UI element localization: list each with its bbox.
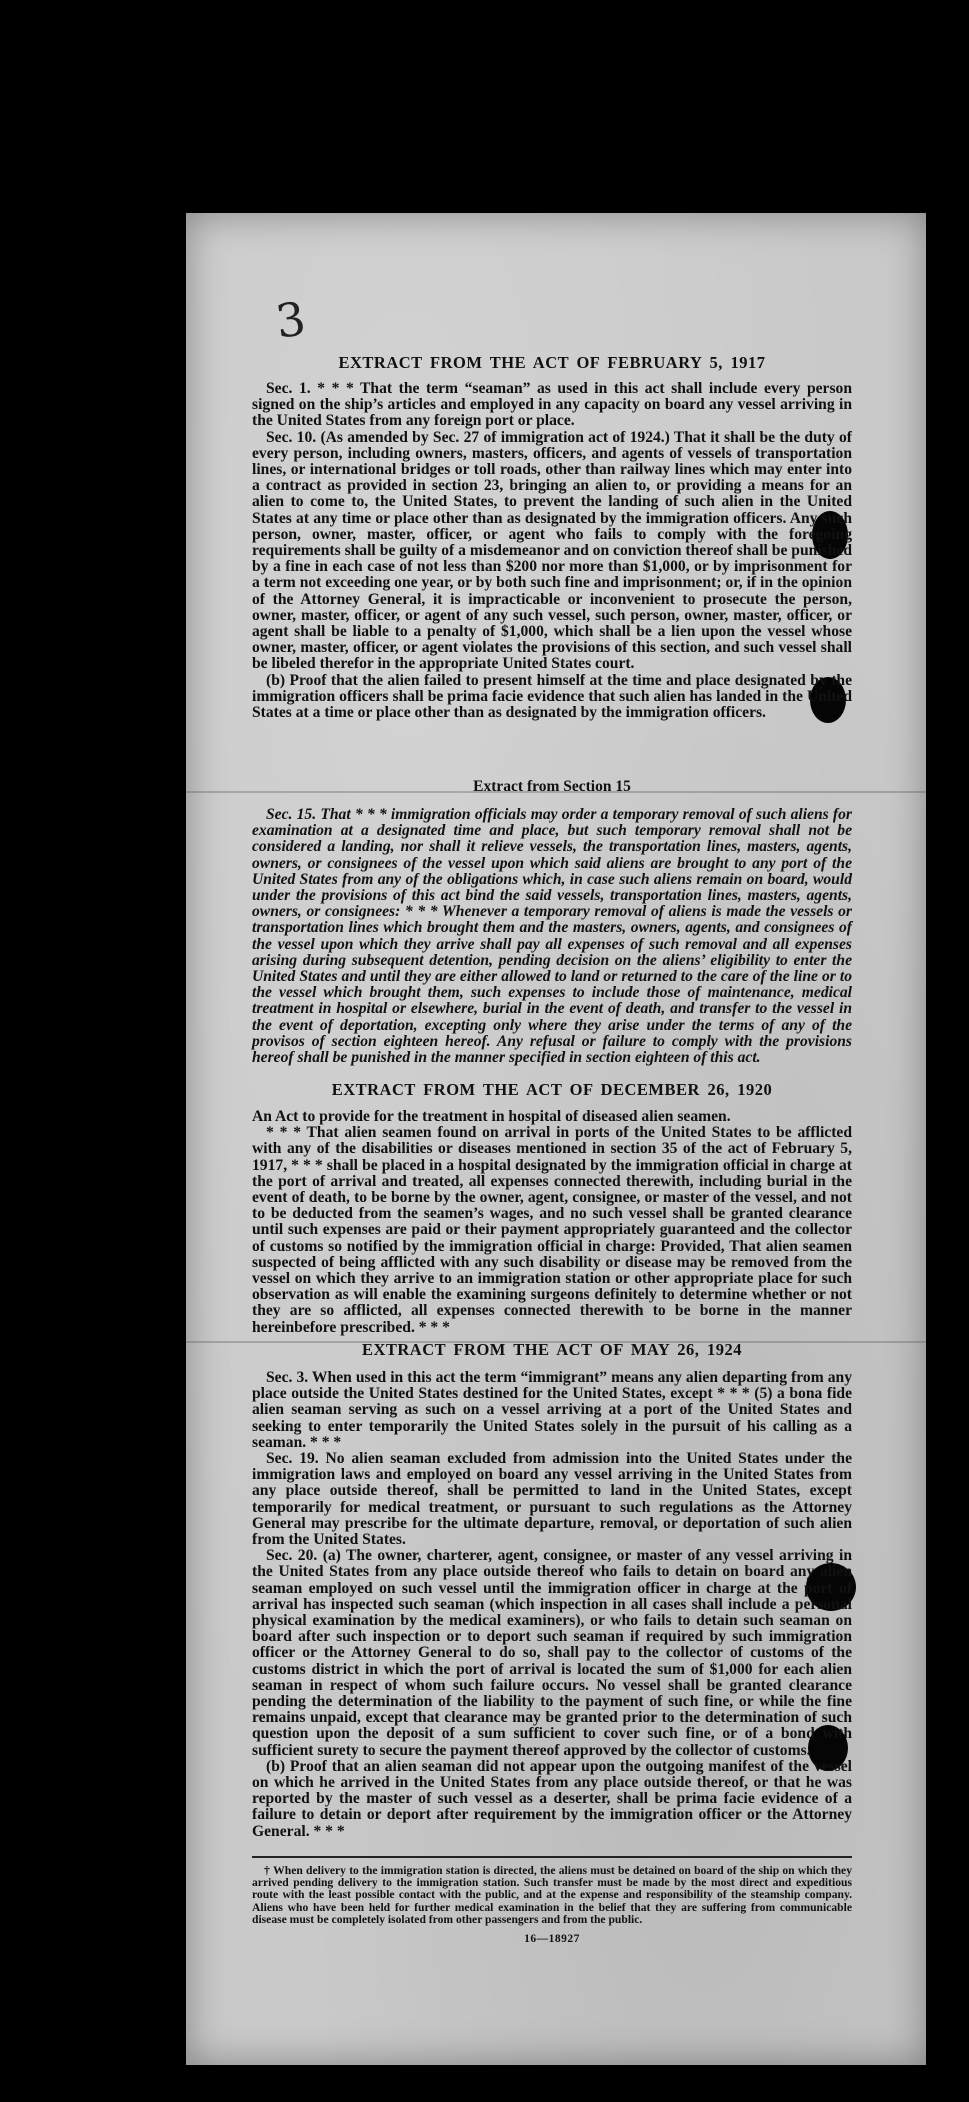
section-20a: Sec. 20. (a) The owner, charterer, agent, consignee, or master of any vessel arriving in the United States from any place outside thereof who fails to detain on board any alien seaman employed on such vessel until the immigration officer in charge at the port of arrival has inspected such seaman (which inspection in all cases shall include a personal physical examination by the medical examiners), or who fails to detain such seaman on board after such inspection or to deport such seaman if required by such immigration officer or the Attorney General to do so, shall pay to the collector of customs of the customs district in which the port of arrival is located the sum of $1,000 for each alien seaman in respect of whom such failure occurs. No vessel shall be granted clearance pending the determination of the liability to the payment of such fine, or while the fine remains unpaid, except that clearance may be granted prior to the determination of such question upon the deposit of a sum sufficient to cover such fine, or of a bond with sufficient surety to secure the payment thereof approved by the collector of customs. <box>252 1547 852 1759</box>
footnote-divider <box>252 1856 852 1858</box>
section-19: Sec. 19. No alien seaman excluded from admission into the United States under the immigration laws and employed on board any vessel arriving in the United States from any place outside thereof, shall be permitted to land in the United States, except temporarily for medical treatment, or pursuant to such regulations as the Attorney General may prescribe for the ultimate departure, removal, or deportation of such alien from the United States. <box>252 1450 852 1549</box>
document-sheet <box>186 213 926 2065</box>
heading-act-1924: EXTRACT FROM THE ACT OF MAY 26, 1924 <box>361 1340 743 1359</box>
print-code: 16—18927 <box>524 1933 580 1945</box>
section-10b: (b) Proof that the alien failed to present himself at the time and place designated by the immigration officers shall be prima facie evidence that such alien has landed in the United States at a time or place other than as designated by the immigration officers. <box>252 671 852 722</box>
section-10: Sec. 10. (As amended by Sec. 27 of immigration act of 1924.) That it shall be the duty of every person, including owners, masters, officers, and agents of vessels of transportation lines, or international bridges or toll roads, other than railway lines which may enter into a contract as provided in section 23, bringing an alien to, or providing a means for an alien to come to, the United States, to prevent the landing of such alien in the United States at any time or place other than as designated by the immigration officers. Any such person, owner, master, officer, or agent who fails to comply with the foregoing requirements shall be guilty of a misdemeanor and on conviction thereof shall be punished by a fine in each case of not less than $200 nor more than $1,000, or by imprisonment for a term not exceeding one year, or by both such fine and imprisonment; or, if in the opinion of the Attorney General, it is impracticable or inconvenient to prosecute the person, owner, master, officer, or agent of any such vessel, such person, owner, master, officer, or agent shall be liable to a penalty of $1,000, which shall be a lien upon the vessel whose owner, master, officer, or agent violates the provisions of this section, and such vessel shall be libeled therefor in the appropriate United States court. <box>252 428 852 673</box>
section-15: Sec. 15. That * * * immigration officials may order a temporary removal of such aliens for examination at a designated time and place, but such temporary removal shall not be considered a landing, nor shall it relieve vessels, the transportation lines, masters, agents, owners, or consignees of the vessel upon which said aliens are brought to any port of the United States from any of the obligations which, in case such aliens remain on board, would under the provisions of this act bind the said vessels, transportation lines, masters, agents, owners, or consignees: * * * Whenever a temporary removal of aliens is made the vessels or transportation lines which brought them and the masters, owners, agents, and consignees of the vessel upon which they arrive shall pay all expenses of such removal and all expenses arising during subsequent detention, pending decision on the aliens’ eligibility to enter the United States and until they are either allowed to land or returned to the care of the line or to the vessel which brought them, such expenses to include those of maintenance, medical treatment in hospital or elsewhere, burial in the event of death, and transfer to the vessel in the event of deportation, excepting only where they arise under the terms of any of the provisos of section eighteen hereof. Any refusal or failure to comply with the provisions hereof shall be punished in the manner specified in section eighteen of this act. <box>252 806 852 1067</box>
heading-act-1920: EXTRACT FROM THE ACT OF DECEMBER 26, 1920 <box>331 1080 773 1099</box>
act-1920-title: An Act to provide for the treatment in hospital of diseased alien seamen. <box>252 1108 731 1125</box>
heading-section-15: Extract from Section 15 <box>473 778 631 795</box>
footnote: † When delivery to the immigration station is directed, the aliens must be detained on board of the ship on which they arrived pending delivery to the immigration station. Such transfer must be made by the most direct and expeditious route with the least possible contact with the public, and at the expense and responsibility of the steamship company. Aliens who have been held for further medical examination in the belief that they are suffering from communicable disease must be completely isolated from other passengers and from the public. <box>252 1864 852 1926</box>
heading-act-1917: EXTRACT FROM THE ACT OF FEBRUARY 5, 1917 <box>338 353 766 372</box>
section-3: Sec. 3. When used in this act the term “immigrant” means any alien departing from any place outside the United States destined for the United States, except * * * (5) a bona fide alien seaman serving as such on a vessel arriving at a port of the United States and seeking to enter temporarily the United States solely in the pursuit of his calling as a seaman. * * * <box>252 1369 852 1451</box>
section-1: Sec. 1. * * * That the term “seaman” as used in this act shall include every person signed on the ship’s articles and employed in any capacity on board any vessel arriving in the United States from any foreign port or place. <box>252 380 852 430</box>
act-1920-body: * * * That alien seamen found on arrival in ports of the United States to be afflicted with any of the disabilities or diseases mentioned in section 35 of the act of February 5, 1917, * * * shall be placed in a hospital designated by the immigration official in charge at the port of arrival and treated, all expenses connected therewith, including burial in the event of death, to be borne by the owner, agent, consignee, or master of the vessel, and not to be deducted from the seamen’s wages, and no such vessel shall be granted clearance until such expenses are paid or their payment appropriately guaranteed and the collector of customs so notified by the immigration official in charge: Provided, That alien seamen suspected of being afflicted with any such disability or disease may be removed from the vessel on which they arrive to an immigration station or other appropriate place for such observation as will enable the examining surgeons definitely to determine whether or not they are so afflicted, all expenses connected therewith to be borne in the manner hereinbefore prescribed. * * * <box>252 1124 852 1336</box>
section-20b: (b) Proof that an alien seaman did not appear upon the outgoing manifest of the vessel on which he arrived in the United States from any place outside thereof, or that he was reported by the master of such vessel as a deserter, shall be prima facie evidence of a failure to detain or deport after requirement by the immigration officer or the Attorney General. * * * <box>252 1757 852 1840</box>
handwritten-mark: 3 <box>272 291 309 349</box>
